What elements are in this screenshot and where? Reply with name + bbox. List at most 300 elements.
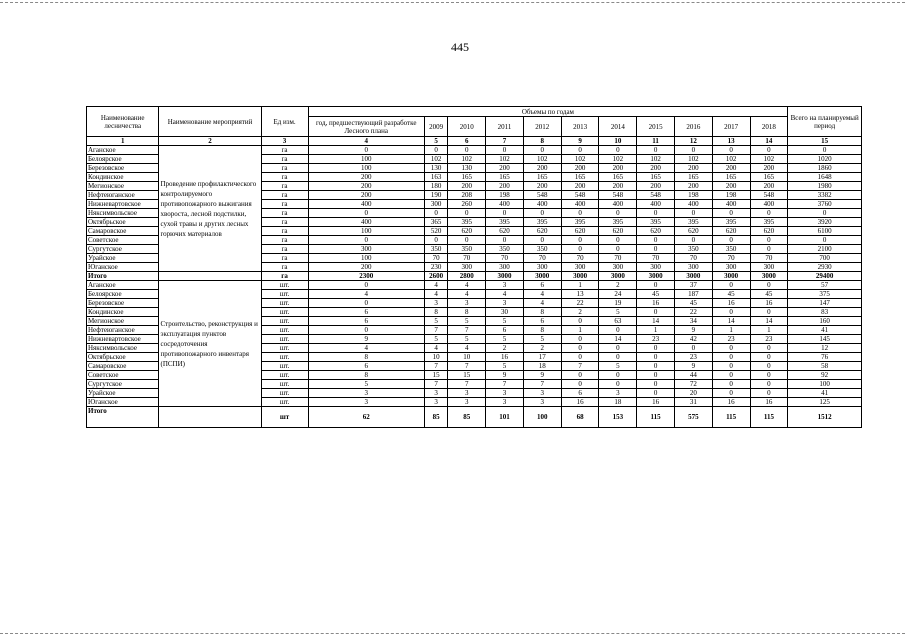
value-cell: 200: [486, 182, 524, 191]
total-value-cell: 1512: [788, 407, 862, 428]
value-cell: 8: [308, 353, 424, 362]
value-cell: 8: [448, 308, 486, 317]
total-row: [87, 407, 862, 428]
value-cell: 1: [712, 326, 750, 335]
value-cell: 102: [712, 155, 750, 164]
value-cell: 22: [561, 299, 599, 308]
value-cell: 0: [712, 371, 750, 380]
value-cell: 165: [750, 173, 788, 182]
total-value-cell: 115: [750, 407, 788, 428]
value-cell: 365: [424, 218, 447, 227]
forestry-name: Урайское: [87, 389, 159, 398]
total-value-cell: 575: [674, 407, 712, 428]
value-cell: 165: [448, 173, 486, 182]
value-cell: 30: [486, 308, 524, 317]
header-year: 2013: [561, 117, 599, 137]
value-cell: 165: [561, 173, 599, 182]
value-cell: 6: [308, 308, 424, 317]
total-value-cell: 3000: [486, 272, 524, 281]
value-cell: 200: [712, 182, 750, 191]
value-cell: 395: [674, 218, 712, 227]
unit-cell: га: [261, 263, 308, 272]
value-cell: 3: [486, 281, 524, 290]
value-cell: 350: [712, 245, 750, 254]
value-cell: 0: [308, 281, 424, 290]
forestry-name: Кондинское: [87, 173, 159, 182]
value-cell: 180: [424, 182, 447, 191]
value-cell: 620: [486, 227, 524, 236]
unit-cell: шт.: [261, 326, 308, 335]
value-cell: 7: [486, 380, 524, 389]
value-cell: 0: [486, 236, 524, 245]
value-cell: 300: [424, 200, 447, 209]
value-cell: 0: [308, 326, 424, 335]
value-cell: 3: [523, 398, 561, 407]
value-cell: 300: [561, 263, 599, 272]
value-cell: 300: [523, 263, 561, 272]
unit-cell: шт.: [261, 344, 308, 353]
unit-cell: шт: [261, 407, 308, 428]
value-cell: 395: [448, 218, 486, 227]
value-cell: 300: [674, 263, 712, 272]
forestry-name: Мегионское: [87, 182, 159, 191]
value-cell: 102: [599, 155, 637, 164]
scan-edge-bottom: [0, 633, 905, 634]
value-cell: 70: [712, 254, 750, 263]
value-cell: 7: [561, 362, 599, 371]
value-cell: 9: [523, 371, 561, 380]
value-cell: 13: [561, 290, 599, 299]
value-cell: 548: [561, 191, 599, 200]
value-cell: 300: [448, 263, 486, 272]
total-value-cell: 3000: [637, 272, 675, 281]
value-cell: 0: [561, 344, 599, 353]
row-total-cell: 58: [788, 362, 862, 371]
value-cell: 102: [750, 155, 788, 164]
value-cell: 0: [523, 209, 561, 218]
value-cell: 1: [561, 326, 599, 335]
value-cell: 23: [637, 335, 675, 344]
value-cell: 198: [712, 191, 750, 200]
value-cell: 102: [523, 155, 561, 164]
header-forestry: Наименование лесничества: [87, 107, 159, 137]
column-number: 7: [486, 137, 524, 146]
value-cell: 8: [308, 371, 424, 380]
header-year: 2009: [424, 117, 447, 137]
value-cell: 0: [637, 281, 675, 290]
value-cell: 300: [637, 263, 675, 272]
value-cell: 0: [750, 209, 788, 218]
unit-cell: га: [261, 191, 308, 200]
row-total-cell: 1648: [788, 173, 862, 182]
total-value-cell: 101: [486, 407, 524, 428]
value-cell: 0: [561, 353, 599, 362]
value-cell: 400: [637, 200, 675, 209]
value-cell: 17: [523, 353, 561, 362]
value-cell: 19: [599, 299, 637, 308]
value-cell: 395: [712, 218, 750, 227]
value-cell: 100: [308, 155, 424, 164]
unit-cell: га: [261, 146, 308, 155]
value-cell: 8: [424, 308, 447, 317]
row-total-cell: 125: [788, 398, 862, 407]
value-cell: 0: [712, 236, 750, 245]
value-cell: 4: [448, 344, 486, 353]
column-number: 2: [159, 137, 261, 146]
column-number: 10: [599, 137, 637, 146]
value-cell: 400: [561, 200, 599, 209]
value-cell: 6: [523, 281, 561, 290]
value-cell: 24: [599, 290, 637, 299]
value-cell: 14: [637, 317, 675, 326]
value-cell: 400: [750, 200, 788, 209]
value-cell: 200: [308, 173, 424, 182]
value-cell: 102: [674, 155, 712, 164]
total-value-cell: 3000: [599, 272, 637, 281]
value-cell: 620: [712, 227, 750, 236]
value-cell: 18: [523, 362, 561, 371]
value-cell: 0: [637, 371, 675, 380]
header-year: 2017: [712, 117, 750, 137]
value-cell: 620: [561, 227, 599, 236]
value-cell: 3: [486, 398, 524, 407]
value-cell: 300: [712, 263, 750, 272]
value-cell: 5: [599, 362, 637, 371]
value-cell: 350: [486, 245, 524, 254]
value-cell: 520: [424, 227, 447, 236]
value-cell: 0: [637, 308, 675, 317]
column-number: 3: [261, 137, 308, 146]
value-cell: 100: [308, 254, 424, 263]
total-value-cell: 2600: [424, 272, 447, 281]
value-cell: 5: [448, 317, 486, 326]
unit-cell: шт.: [261, 389, 308, 398]
value-cell: 0: [674, 209, 712, 218]
value-cell: 6: [523, 317, 561, 326]
forest-plan-table: [86, 106, 862, 428]
row-total-cell: 6100: [788, 227, 862, 236]
value-cell: 2: [486, 344, 524, 353]
value-cell: 0: [750, 362, 788, 371]
value-cell: 0: [712, 362, 750, 371]
value-cell: 350: [523, 245, 561, 254]
measure-name: Проведение профилактического контролируемого противопожарного выжигания хвороста, лесной подстилки, сухой травы и других лесных горючих материалов: [159, 146, 261, 272]
value-cell: 400: [308, 218, 424, 227]
value-cell: 45: [750, 290, 788, 299]
total-row: [87, 272, 862, 281]
total-value-cell: 85: [448, 407, 486, 428]
row-total-cell: 0: [788, 236, 862, 245]
value-cell: 31: [674, 398, 712, 407]
forestry-name: Белоярское: [87, 290, 159, 299]
value-cell: 400: [486, 200, 524, 209]
value-cell: 5: [448, 335, 486, 344]
row-total-cell: 147: [788, 299, 862, 308]
unit-cell: га: [261, 173, 308, 182]
column-number-row: [87, 137, 862, 146]
value-cell: 0: [674, 146, 712, 155]
forestry-name: Юганское: [87, 263, 159, 272]
unit-cell: шт.: [261, 371, 308, 380]
unit-cell: га: [261, 227, 308, 236]
row-total-cell: 0: [788, 146, 862, 155]
value-cell: 5: [424, 335, 447, 344]
total-value-cell: 3000: [674, 272, 712, 281]
value-cell: 16: [637, 398, 675, 407]
value-cell: 16: [712, 398, 750, 407]
value-cell: 0: [523, 146, 561, 155]
value-cell: 620: [448, 227, 486, 236]
value-cell: 620: [637, 227, 675, 236]
value-cell: 9: [308, 335, 424, 344]
value-cell: 0: [561, 317, 599, 326]
total-value-cell: 115: [712, 407, 750, 428]
value-cell: 200: [599, 182, 637, 191]
unit-cell: шт.: [261, 317, 308, 326]
value-cell: 3: [308, 389, 424, 398]
value-cell: 0: [712, 281, 750, 290]
value-cell: 70: [674, 254, 712, 263]
value-cell: 200: [637, 182, 675, 191]
value-cell: 23: [712, 335, 750, 344]
value-cell: 7: [424, 380, 447, 389]
row-total-cell: 12: [788, 344, 862, 353]
value-cell: 0: [599, 353, 637, 362]
value-cell: 0: [424, 236, 447, 245]
value-cell: 1: [637, 326, 675, 335]
value-cell: 3: [486, 389, 524, 398]
value-cell: 3: [448, 299, 486, 308]
column-number: 15: [788, 137, 862, 146]
value-cell: 400: [308, 200, 424, 209]
forestry-name: Мегионское: [87, 317, 159, 326]
value-cell: 15: [448, 371, 486, 380]
column-number: 13: [712, 137, 750, 146]
unit-cell: шт.: [261, 398, 308, 407]
value-cell: 0: [561, 146, 599, 155]
value-cell: 200: [523, 164, 561, 173]
total-label: Итого: [87, 407, 159, 428]
value-cell: 300: [486, 263, 524, 272]
total-value-cell: 2800: [448, 272, 486, 281]
value-cell: 260: [448, 200, 486, 209]
value-cell: 5: [486, 317, 524, 326]
value-cell: 102: [561, 155, 599, 164]
value-cell: 395: [599, 218, 637, 227]
value-cell: 400: [599, 200, 637, 209]
header-prev-year: год, предшествующий разработке Лесного плана: [308, 117, 424, 137]
value-cell: 548: [750, 191, 788, 200]
value-cell: 200: [486, 164, 524, 173]
forestry-name: Самаровское: [87, 227, 159, 236]
header-year: 2011: [486, 117, 524, 137]
forestry-name: Октябрьское: [87, 218, 159, 227]
unit-cell: га: [261, 200, 308, 209]
value-cell: 130: [424, 164, 447, 173]
unit-cell: га: [261, 155, 308, 164]
value-cell: 6: [308, 362, 424, 371]
value-cell: 4: [523, 290, 561, 299]
value-cell: 70: [750, 254, 788, 263]
value-cell: 70: [523, 254, 561, 263]
value-cell: 7: [424, 362, 447, 371]
unit-cell: га: [261, 209, 308, 218]
value-cell: 163: [424, 173, 447, 182]
value-cell: 0: [674, 236, 712, 245]
value-cell: 620: [674, 227, 712, 236]
value-cell: 22: [674, 308, 712, 317]
value-cell: 0: [712, 146, 750, 155]
value-cell: 0: [750, 308, 788, 317]
value-cell: 0: [308, 236, 424, 245]
column-number: 9: [561, 137, 599, 146]
forestry-name: Аганское: [87, 146, 159, 155]
row-total-cell: 2930: [788, 263, 862, 272]
column-number: 8: [523, 137, 561, 146]
value-cell: 6: [308, 317, 424, 326]
value-cell: 0: [599, 209, 637, 218]
value-cell: 395: [637, 218, 675, 227]
total-value-cell: 2300: [308, 272, 424, 281]
value-cell: 0: [750, 344, 788, 353]
value-cell: 200: [561, 164, 599, 173]
row-total-cell: 41: [788, 389, 862, 398]
value-cell: 0: [712, 389, 750, 398]
value-cell: 0: [599, 245, 637, 254]
value-cell: 0: [561, 209, 599, 218]
value-cell: 6: [486, 326, 524, 335]
header-unit: Ед изм.: [261, 107, 308, 137]
value-cell: 7: [523, 380, 561, 389]
value-cell: 0: [750, 380, 788, 389]
header-year: 2015: [637, 117, 675, 137]
value-cell: 0: [523, 236, 561, 245]
value-cell: 70: [637, 254, 675, 263]
value-cell: 16: [750, 398, 788, 407]
total-value-cell: 29400: [788, 272, 862, 281]
total-value-cell: 115: [637, 407, 675, 428]
value-cell: 165: [637, 173, 675, 182]
value-cell: 0: [448, 209, 486, 218]
forestry-name: Аганское: [87, 281, 159, 290]
value-cell: 102: [486, 155, 524, 164]
value-cell: 200: [561, 182, 599, 191]
value-cell: 0: [750, 371, 788, 380]
row-total-cell: 3382: [788, 191, 862, 200]
value-cell: 0: [561, 236, 599, 245]
value-cell: 70: [448, 254, 486, 263]
value-cell: 200: [674, 182, 712, 191]
value-cell: 3: [599, 389, 637, 398]
value-cell: 300: [750, 263, 788, 272]
value-cell: 14: [599, 335, 637, 344]
value-cell: 15: [424, 371, 447, 380]
value-cell: 187: [674, 290, 712, 299]
value-cell: 198: [486, 191, 524, 200]
value-cell: 0: [637, 236, 675, 245]
value-cell: 0: [637, 146, 675, 155]
value-cell: 0: [486, 146, 524, 155]
value-cell: 200: [448, 182, 486, 191]
forestry-name: Нижневартовское: [87, 200, 159, 209]
value-cell: 2: [561, 308, 599, 317]
value-cell: 395: [561, 218, 599, 227]
total-value-cell: 62: [308, 407, 424, 428]
value-cell: 0: [599, 371, 637, 380]
page-number: 445: [451, 40, 469, 54]
value-cell: 208: [448, 191, 486, 200]
value-cell: 34: [674, 317, 712, 326]
value-cell: 165: [523, 173, 561, 182]
value-cell: 44: [674, 371, 712, 380]
value-cell: 0: [750, 236, 788, 245]
total-value-cell: 3000: [523, 272, 561, 281]
row-total-cell: 41: [788, 326, 862, 335]
value-cell: 1: [561, 281, 599, 290]
value-cell: 0: [308, 299, 424, 308]
value-cell: 14: [712, 317, 750, 326]
total-value-cell: 3000: [750, 272, 788, 281]
value-cell: 18: [599, 398, 637, 407]
value-cell: 0: [599, 380, 637, 389]
value-cell: 400: [523, 200, 561, 209]
value-cell: 5: [424, 317, 447, 326]
value-cell: 0: [561, 380, 599, 389]
unit-cell: шт.: [261, 362, 308, 371]
unit-cell: шт.: [261, 299, 308, 308]
value-cell: 0: [448, 236, 486, 245]
value-cell: 0: [561, 245, 599, 254]
value-cell: 165: [599, 173, 637, 182]
value-cell: 200: [750, 164, 788, 173]
value-cell: 0: [750, 281, 788, 290]
row-total-cell: 3760: [788, 200, 862, 209]
value-cell: 200: [637, 164, 675, 173]
value-cell: 10: [448, 353, 486, 362]
value-cell: 0: [750, 389, 788, 398]
value-cell: 0: [674, 344, 712, 353]
value-cell: 5: [486, 362, 524, 371]
value-cell: 3: [424, 299, 447, 308]
forestry-name: Белоярское: [87, 155, 159, 164]
unit-cell: шт.: [261, 290, 308, 299]
value-cell: 70: [561, 254, 599, 263]
value-cell: 350: [448, 245, 486, 254]
value-cell: 45: [674, 299, 712, 308]
forestry-name: Октябрьское: [87, 353, 159, 362]
row-total-cell: 3920: [788, 218, 862, 227]
value-cell: 0: [637, 362, 675, 371]
unit-cell: га: [261, 236, 308, 245]
column-number: 5: [424, 137, 447, 146]
value-cell: 5: [523, 335, 561, 344]
value-cell: 200: [308, 263, 424, 272]
forestry-name: Березовское: [87, 164, 159, 173]
header-year: 2016: [674, 117, 712, 137]
unit-cell: шт.: [261, 335, 308, 344]
value-cell: 0: [424, 209, 447, 218]
value-cell: 2: [599, 281, 637, 290]
value-cell: 100: [308, 227, 424, 236]
value-cell: 4: [308, 344, 424, 353]
value-cell: 9: [486, 371, 524, 380]
value-cell: 165: [486, 173, 524, 182]
value-cell: 16: [750, 299, 788, 308]
value-cell: 3: [424, 389, 447, 398]
value-cell: 102: [424, 155, 447, 164]
column-number: 6: [448, 137, 486, 146]
value-cell: 0: [750, 353, 788, 362]
